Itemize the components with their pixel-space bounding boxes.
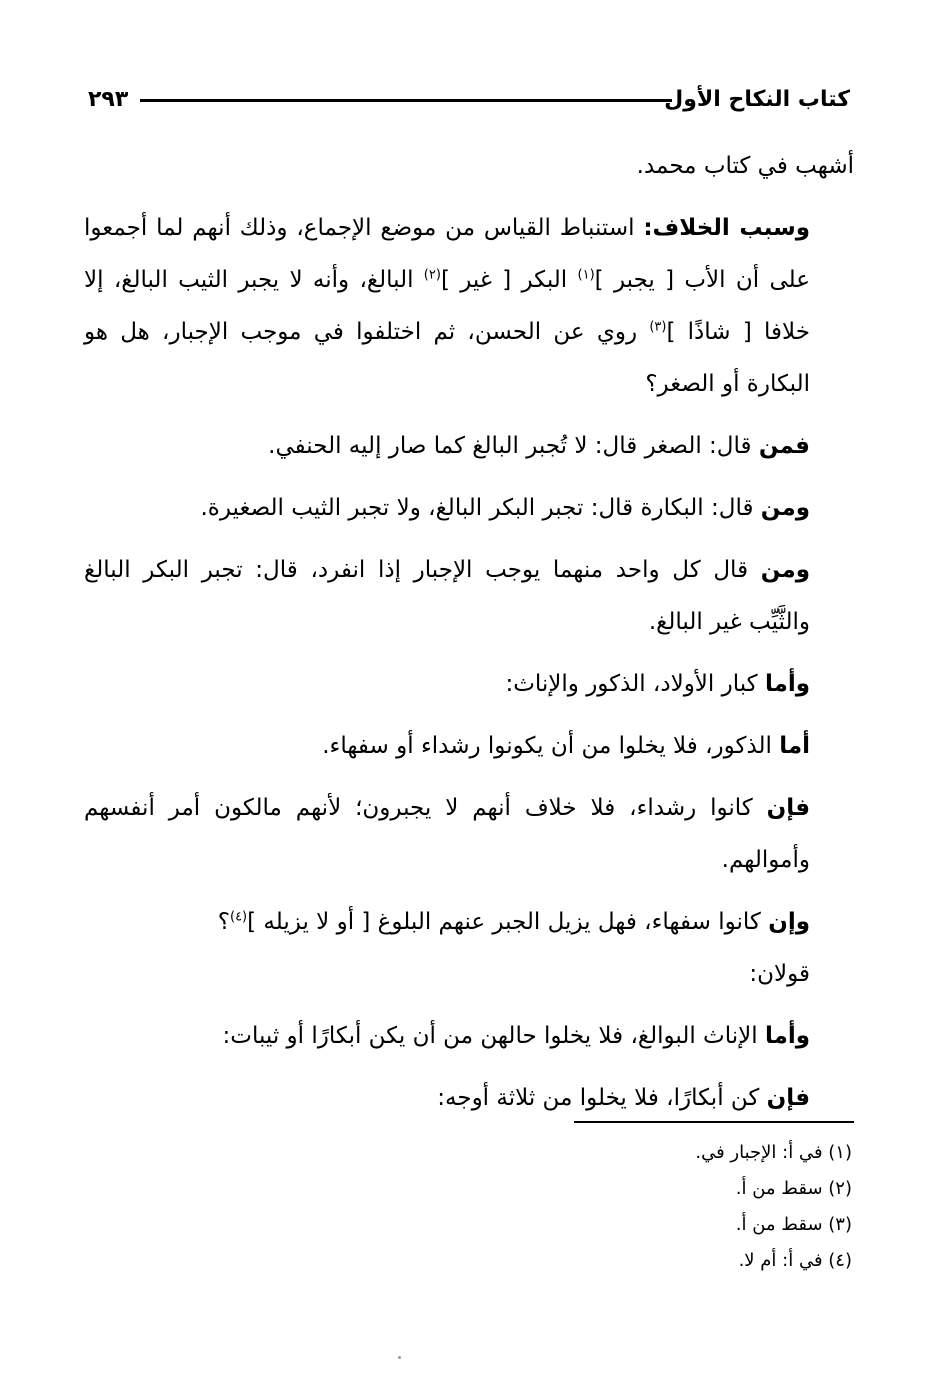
footnote: (٣) سقط من أ. bbox=[735, 1214, 852, 1235]
header-rule bbox=[140, 99, 672, 102]
paragraph-lead: وأما bbox=[764, 671, 810, 697]
paragraph: وإن كانوا سفهاء، فهل يزيل الجبر عنهم البلوغ [ أو لا يزيله ]$^{(٤)}$؟ bbox=[217, 909, 810, 935]
footnote-ref: (٣) bbox=[649, 319, 667, 335]
footnote: (٢) سقط من أ. bbox=[735, 1178, 852, 1199]
paragraph: وأما كبار الأولاد، الذكور والإناث: bbox=[505, 671, 810, 697]
paragraph: فإن كن أبكارًا، فلا يخلوا من ثلاثة أوجه: bbox=[437, 1085, 810, 1111]
paragraph: وأما الإناث البوالغ، فلا يخلوا حالهن من أن يكن أبكارًا أو ثيبات: bbox=[222, 1023, 810, 1049]
paragraph-lead: ومن bbox=[760, 495, 810, 521]
footnote-ref: (٢) bbox=[423, 267, 441, 283]
paragraph: ومن قال كل واحد منهما يوجب الإجبار إذا انفرد، قال: تجبر البكر البالغ والثَّيِّب غير البالغ. bbox=[84, 557, 810, 635]
paragraph: أما الذكور، فلا يخلوا من أن يكونوا رشداء أو سفهاء. bbox=[322, 733, 810, 759]
footnote-ref: (٤) bbox=[229, 909, 248, 925]
paragraph-lead: ومن bbox=[760, 557, 810, 583]
paragraph-lead: فمن bbox=[758, 433, 810, 459]
paragraph: ومن قال: البكارة قال: تجبر البكر البالغ، ولا تجبر الثيب الصغيرة. bbox=[200, 495, 810, 521]
paragraph-lead: أما bbox=[779, 733, 810, 759]
paragraph-lead: وسبب الخلاف: bbox=[643, 215, 810, 241]
footnote-ref: (١) bbox=[577, 267, 595, 283]
running-header bbox=[88, 82, 850, 122]
footnote: (٤) في أ: أم لا. bbox=[738, 1250, 852, 1271]
footnote-separator bbox=[574, 1121, 854, 1123]
paragraph: فمن قال: الصغر قال: لا تُجبر البالغ كما صار إليه الحنفي. bbox=[268, 433, 810, 459]
paragraph: قولان: bbox=[749, 961, 810, 987]
paragraph-lead: فإن bbox=[766, 795, 810, 821]
chapter-title: كتاب النكاح الأول bbox=[664, 87, 850, 112]
paragraph-lead: فإن bbox=[766, 1085, 810, 1111]
footnotes bbox=[452, 1135, 852, 1279]
paragraph: فإن كانوا رشداء، فلا خلاف أنهم لا يجبرون؛ لأنهم مالكون أمر أنفسهم وأموالهم. bbox=[84, 795, 810, 873]
main-text bbox=[84, 140, 854, 1124]
page-number: ٢٩٣ bbox=[88, 87, 129, 112]
paragraph: أشهب في كتاب محمد. bbox=[636, 153, 854, 179]
paragraph-lead: وأما bbox=[764, 1023, 810, 1049]
footnote: (١) في أ: الإجبار في. bbox=[695, 1142, 852, 1163]
paragraph: وسبب الخلاف: استنباط القياس من موضع الإجماع، وذلك أنهم لما أجمعوا على أن الأب [ يجبر ]$^{(١)}$ البكر [ غير ]$^{(٢)}$ البالغ، وأنه لا يجبر الثيب البالغ، إلا خلافا [ شاذًا ]$^{(٣)}$ روي عن الحسن، ثم اختلفوا في موجب الإجبار، هل هو البكارة أو الصغر؟ bbox=[84, 215, 810, 397]
scan-speck bbox=[398, 1356, 401, 1359]
paragraph-lead: وإن bbox=[768, 909, 810, 935]
